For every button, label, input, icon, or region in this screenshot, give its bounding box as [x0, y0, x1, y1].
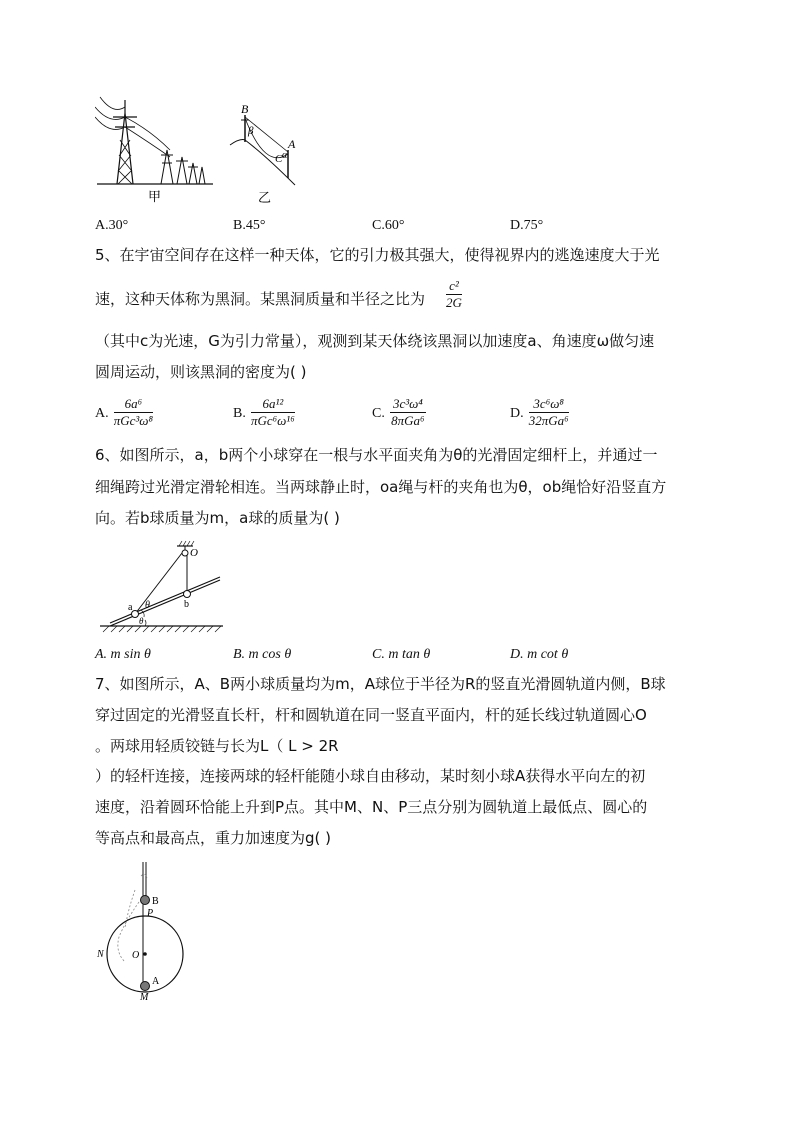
- q5-line-1: 5、在宇宙空间存在这样一种天体，它的引力极其强大，使得视界内的逃逸速度大于光: [95, 246, 660, 264]
- q7-line-2: 穿过固定的光滑竖直长杆，杆和圆轨道在同一竖直平面内，杆的延长线过轨道圆心O: [95, 706, 647, 724]
- q6-line-2: 细绳跨过光滑定滑轮相连。当两球静止时，oa绳与杆的夹角也为θ，ob绳恰好沿竖直方: [95, 478, 667, 496]
- q5-option-d-num: 3c⁶ω⁸: [529, 396, 569, 413]
- q7-line-5: 速度，沿着圆环恰能上升到P点。其中M、N、P三点分别为圆轨道上最低点、圆心的: [95, 798, 648, 816]
- angle-theta-rod: θ: [139, 616, 144, 626]
- pulley-O-label: O: [190, 547, 198, 559]
- q4-figure-jia: [95, 95, 215, 205]
- q5-option-b-den: πGc⁶ω¹⁶: [250, 413, 295, 428]
- q4-figure-yi: [225, 100, 315, 205]
- q5-ratio-denominator: 2G: [446, 295, 462, 310]
- q6-line-1: 6、如图所示，a，b两个小球穿在一根与水平面夹角为θ的光滑固定细杆上，并通过一: [95, 446, 658, 464]
- q6-option-c: C. m tan θ: [372, 647, 431, 662]
- q7-line-1: 7、如图所示，A、B两小球质量均为m，A球位于半径为R的竖直光滑圆轨道内侧，B球: [95, 675, 666, 693]
- q4-option-b: B.45°: [233, 218, 266, 233]
- q5-ratio-fraction: [446, 278, 462, 311]
- q5-option-a-num: 6a⁶: [114, 396, 153, 413]
- point-B-label: B: [241, 102, 249, 116]
- point-P-label: P: [147, 908, 154, 919]
- angle-alpha-label: α: [282, 150, 288, 161]
- slope-tower-diagram: [225, 100, 315, 205]
- ball-B-label: B: [152, 896, 159, 907]
- ball-a-label: a: [128, 602, 133, 613]
- q6-option-b: B. m cos θ: [233, 647, 292, 662]
- center-O-label: O: [132, 950, 140, 961]
- point-C-label: C: [275, 153, 283, 165]
- angle-theta-string: θ: [145, 600, 150, 611]
- q5-line-2: 速，这种天体称为黑洞。某黑洞质量和半径之比为: [95, 290, 426, 308]
- point-N-label: N: [97, 949, 104, 960]
- point-M-label: M: [140, 992, 149, 1003]
- q6-figure: [95, 540, 230, 635]
- circular-track-diagram: [95, 862, 205, 1007]
- ball-A-label: A: [152, 976, 160, 987]
- q5-option-d: [510, 396, 569, 429]
- q7-line-6: 等高点和最高点，重力加速度为g( ): [95, 829, 331, 847]
- q5-option-d-den: 32πGa⁶: [528, 413, 569, 428]
- q5-ratio-numerator: c²: [446, 278, 462, 295]
- q6-option-d: D. m cot θ: [510, 647, 569, 662]
- q5-option-a-label: A.: [95, 406, 109, 421]
- q6-option-a: A. m sin θ: [95, 647, 151, 662]
- fig-label-yi: 乙: [258, 190, 272, 205]
- q5-option-d-label: D.: [510, 406, 524, 421]
- q4-option-c: C.60°: [372, 218, 405, 233]
- q5-line-4: 圆周运动，则该黑洞的密度为( ): [95, 363, 307, 381]
- ball-b-label: b: [184, 599, 189, 610]
- q5-option-c-num: 3c³ω⁴: [390, 396, 426, 413]
- q5-option-c-den: 8πGa⁶: [391, 413, 425, 428]
- pulley-rod-diagram: [95, 540, 230, 635]
- q7-figure: [95, 862, 205, 1007]
- angle-beta-label: β: [248, 125, 254, 137]
- q5-option-c: [372, 396, 426, 429]
- q5-line-3: （其中c为光速，G为引力常量），观测到某天体绕该黑洞以加速度a、角速度ω做匀速: [95, 332, 655, 350]
- q7-line-4: ）的轻杆连接，连接两球的轻杆能随小球自由移动，某时刻小球A获得水平向左的初: [95, 767, 646, 785]
- q5-option-b-label: B.: [233, 406, 246, 421]
- fig-label-jia: 甲: [148, 189, 162, 204]
- q5-option-b: [233, 396, 295, 429]
- q5-option-c-label: C.: [372, 406, 385, 421]
- q4-option-d: D.75°: [510, 218, 544, 233]
- q7-line-3: 。两球用轻质铰链与长为L（ L > 2R: [95, 737, 339, 755]
- q4-option-a: A.30°: [95, 218, 129, 233]
- q6-line-3: 向。若b球质量为m，a球的质量为( ): [95, 509, 340, 527]
- power-tower-illustration: [95, 95, 215, 205]
- q5-option-a: [95, 396, 153, 429]
- point-A-label: A: [288, 137, 296, 151]
- q5-option-a-den: πGc³ω⁸: [113, 413, 153, 428]
- q5-option-b-num: 6a¹²: [251, 396, 295, 413]
